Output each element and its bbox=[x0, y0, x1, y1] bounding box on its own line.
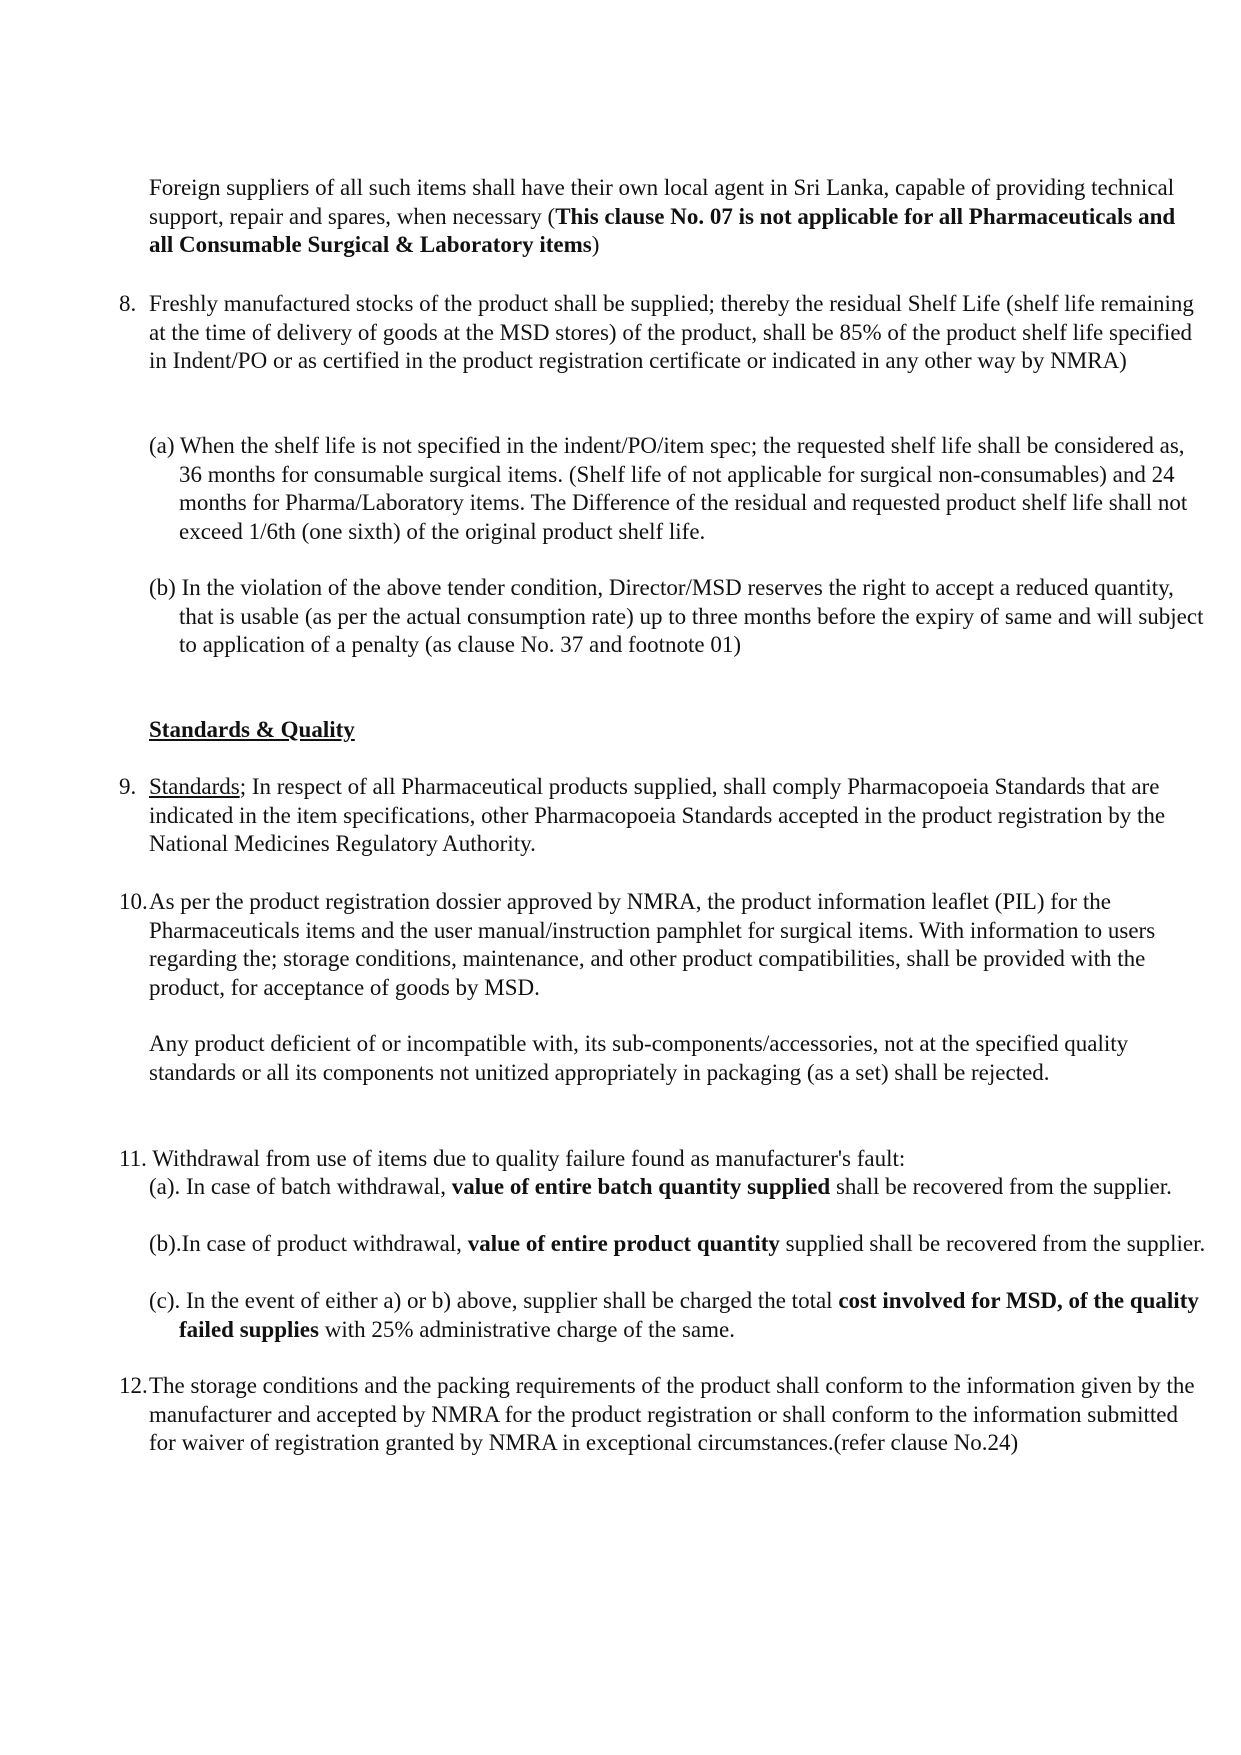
clause-10-paragraph-2: Any product deficient of or incompatible with, its sub-components/accessories, not at the specified quality standards or all its components not unitized appropriately in packaging (as a set) shall be rejected. bbox=[149, 1031, 1129, 1085]
clause-12-text: The storage conditions and the packing requirements of the product shall conform to the information given by the manufacturer and accepted by NMRA for the product registration or shall conform to the information submitted for waiver of registration granted by NMRA in exceptional circumstances.(refer clause No.24) bbox=[149, 1373, 1195, 1456]
clause-8 bbox=[119, 290, 1209, 376]
clause-8-number: 8. bbox=[119, 291, 137, 316]
clause-12 bbox=[119, 1372, 1209, 1458]
clause-11-sub-c-post: with 25% administrative charge of the same. bbox=[318, 1316, 735, 1342]
clause-8-sub-a bbox=[149, 432, 1209, 546]
clause-11-sub-c-pre: (c). In the event of either a) or b) above, supplier shall be charged the total bbox=[149, 1288, 839, 1313]
clause-11-sub-c bbox=[149, 1287, 1209, 1344]
clause-9-number: 9. bbox=[119, 774, 137, 799]
clause-9-text: ; In respect of all Pharmaceutical products supplied, shall comply Pharmacopoeia Standards that are indicated in the item specifications, other Pharmacopoeia Standards accepted in the product registration by the National Medicines Regulatory Authority. bbox=[149, 774, 1166, 857]
section-heading: Standards & Quality bbox=[149, 717, 355, 742]
clause-10-number: 10. bbox=[119, 889, 148, 914]
clause-11-number: 11. bbox=[119, 1146, 147, 1171]
clause-11-sub-c-bold: cost involved for MSD, of the quality failed supplies bbox=[179, 1288, 1199, 1342]
clause-11-sub-b bbox=[149, 1230, 1209, 1259]
clause-11 bbox=[119, 1145, 1179, 1174]
clause-12-number: 12. bbox=[119, 1373, 148, 1398]
clause-8-sub-b bbox=[149, 574, 1209, 660]
clause-10-text: As per the product registration dossier approved by NMRA, the product information leaflet (PIL) for the Pharmaceuticals items and the user manual/instruction pamphlet for surgical items. With information to users regarding the; storage conditions, maintenance, and other product compatibilities, shall be provided with the product, for acceptance of goods by MSD. bbox=[149, 889, 1156, 1000]
clause-11-text: Withdrawal from use of items due to quality failure found as manufacturer's fault: bbox=[152, 1146, 906, 1171]
clause-11-sub-a-pre: (a). In case of batch withdrawal, bbox=[149, 1174, 452, 1199]
clause-8-sub-a-text: (a) When the shelf life is not specified in the indent/PO/item spec; the requested shelf life shall be considered as, 36 months for consumable surgical items. (Shelf life of not applicable for surgical non-consumables) and 24 months for Pharma/Laboratory items. The Difference of the residual and requested product shelf life shall not exceed 1/6th (one sixth) of the original product shelf life. bbox=[149, 433, 1188, 544]
clause-11-sub-a-bold: value of entire batch quantity supplied bbox=[451, 1174, 831, 1199]
clause-11-sub-b-pre: (b).In case of product withdrawal, bbox=[149, 1231, 468, 1256]
intro-paragraph bbox=[149, 174, 1179, 260]
clause-9-label: Standards bbox=[149, 774, 240, 799]
clause-11-sub-b-post: supplied shall be recovered from the supplier. bbox=[779, 1231, 1206, 1256]
clause-8-sub-b-text: (b) In the violation of the above tender condition, Director/MSD reserves the right to accept a reduced quantity, that is usable (as per the actual consumption rate) up to three months before the expiry of same and will subject to application of a penalty (as clause No. 37 and footnote 01) bbox=[149, 575, 1204, 658]
clause-10 bbox=[119, 888, 1209, 1002]
clause-11-sub-b-bold: value of entire product quantity bbox=[467, 1231, 780, 1256]
clause-11-sub-a-post: shall be recovered from the supplier. bbox=[830, 1174, 1172, 1199]
intro-bold-text: This clause No. 07 is not applicable for all Pharmaceuticals and all Consumable Surgical & Laboratory items bbox=[149, 203, 1176, 258]
clause-9 bbox=[119, 773, 1209, 859]
clause-11-sub-a bbox=[149, 1173, 1209, 1202]
intro-text: Foreign suppliers of all such items shall have their own local agent in Sri Lanka, capable of providing technical support, repair and spares, when necessary ( bbox=[149, 175, 1175, 229]
intro-text-end: ) bbox=[591, 232, 600, 258]
clause-8-text: Freshly manufactured stocks of the product shall be supplied; thereby the residual Shelf Life (shelf life remaining at the time of delivery of goods at the MSD stores) of the product, shall be 85% of the product shelf life specified in Indent/PO or as certified in the product registration certificate or indicated in any other way by NMRA) bbox=[149, 291, 1194, 374]
